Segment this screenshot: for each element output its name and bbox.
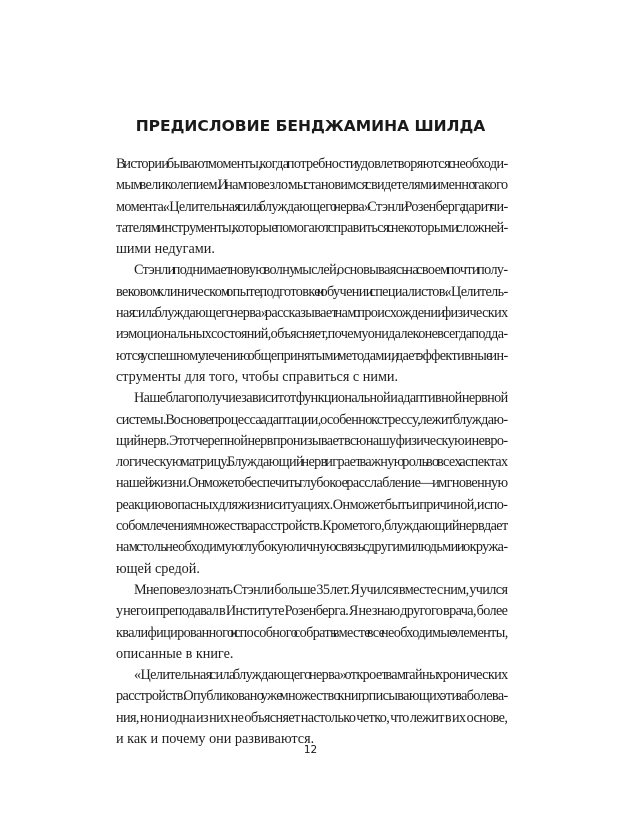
chapter-title: ПРЕДИСЛОВИЕ БЕНДЖАМИНА ШИЛДА <box>135 117 486 135</box>
paragraph-5 <box>116 665 508 750</box>
text-line: нам столь необходимую глубокую личную связь с другими людьми и окружа- <box>116 539 508 556</box>
paragraph-2 <box>116 260 508 388</box>
text-line: вековом клиническом опыте, подготовке и обучении специалистов. «Целитель- <box>116 283 508 300</box>
text-line: мым великолепием. И нам повезло: мы становимся свидетелями именно такого <box>116 177 508 194</box>
text-line: реакцию в опасных для жизни ситуациях. Он может быть и причиной, и спо- <box>116 496 508 513</box>
page-number: 12 <box>303 744 318 756</box>
text-line: шими недугами. <box>116 241 215 258</box>
text-line: системы. В основе процесса адаптации, особенно к стрессу, лежит блуждаю- <box>116 411 508 428</box>
text-line: у него и преподавал в Институте Розенберга. Я не знаю другого врача, более <box>116 603 508 620</box>
text-line: нашей жизни. Он может обеспечить глубокое расслабление — и мгновенную <box>116 475 508 492</box>
text-line: собом лечения множества расстройств. Кроме того, блуждающий нерв дает <box>116 518 508 535</box>
text-line: В истории бывают моменты, когда потребности удовлетворяются с необходи- <box>116 156 508 172</box>
text-line: квалифицированного и способного собрать вместе все необходимые элементы, <box>116 624 508 641</box>
text-line: момента. «Целительная сила блуждающего нерва» Стэнли Розенберга дарит чи- <box>116 198 508 215</box>
text-line: Наше благополучие зависит от функциональной и адаптивной нервной <box>134 390 508 407</box>
text-line: ются успешному лечению общепринятыми методами, и дает эффективные ин- <box>116 347 508 364</box>
text-line: ния, но ни одна из них не объясняет настолько четко, что лежит в их основе, <box>116 709 508 726</box>
text-line: логическую матрицу. Блуждающий нерв играет важную роль во всех аспектах <box>116 454 508 471</box>
text-line: ная сила блуждающего нерва» рассказывает нам о происхождении физических <box>116 305 508 322</box>
body-text <box>116 154 508 750</box>
text-line: и как и почему они развиваются. <box>116 731 315 748</box>
text-line: расстройств. Опубликовано уже множество книг, описывающих эти заболева- <box>116 688 508 705</box>
paragraph-4 <box>116 580 508 665</box>
text-line: описанные в книге. <box>116 645 234 662</box>
text-line: Мне повезло знать Стэнли больше 35 лет. Я учился вместе с ним, учился <box>134 581 508 598</box>
paragraph-1 <box>116 154 508 260</box>
text-line: тателям инструменты, которые помогают справиться с некоторыми сложней- <box>116 219 508 236</box>
text-line: ющей средой. <box>116 560 200 577</box>
text-line: щий нерв. Этот черепной нерв пронизывает всю нашу физическую и невро- <box>116 432 508 449</box>
text-line: «Целительная сила блуждающего нерва» откроет вам тайны хронических <box>134 667 508 684</box>
paragraph-3 <box>116 388 508 580</box>
text-line: Стэнли поднимает новую волну мыслей, основываясь на своем почти полу- <box>134 262 508 279</box>
text-line: струменты для того, чтобы справиться с ними. <box>116 368 399 385</box>
text-line: и эмоциональных состояний, объясняет, почему они далеко не всегда подда- <box>116 326 508 343</box>
